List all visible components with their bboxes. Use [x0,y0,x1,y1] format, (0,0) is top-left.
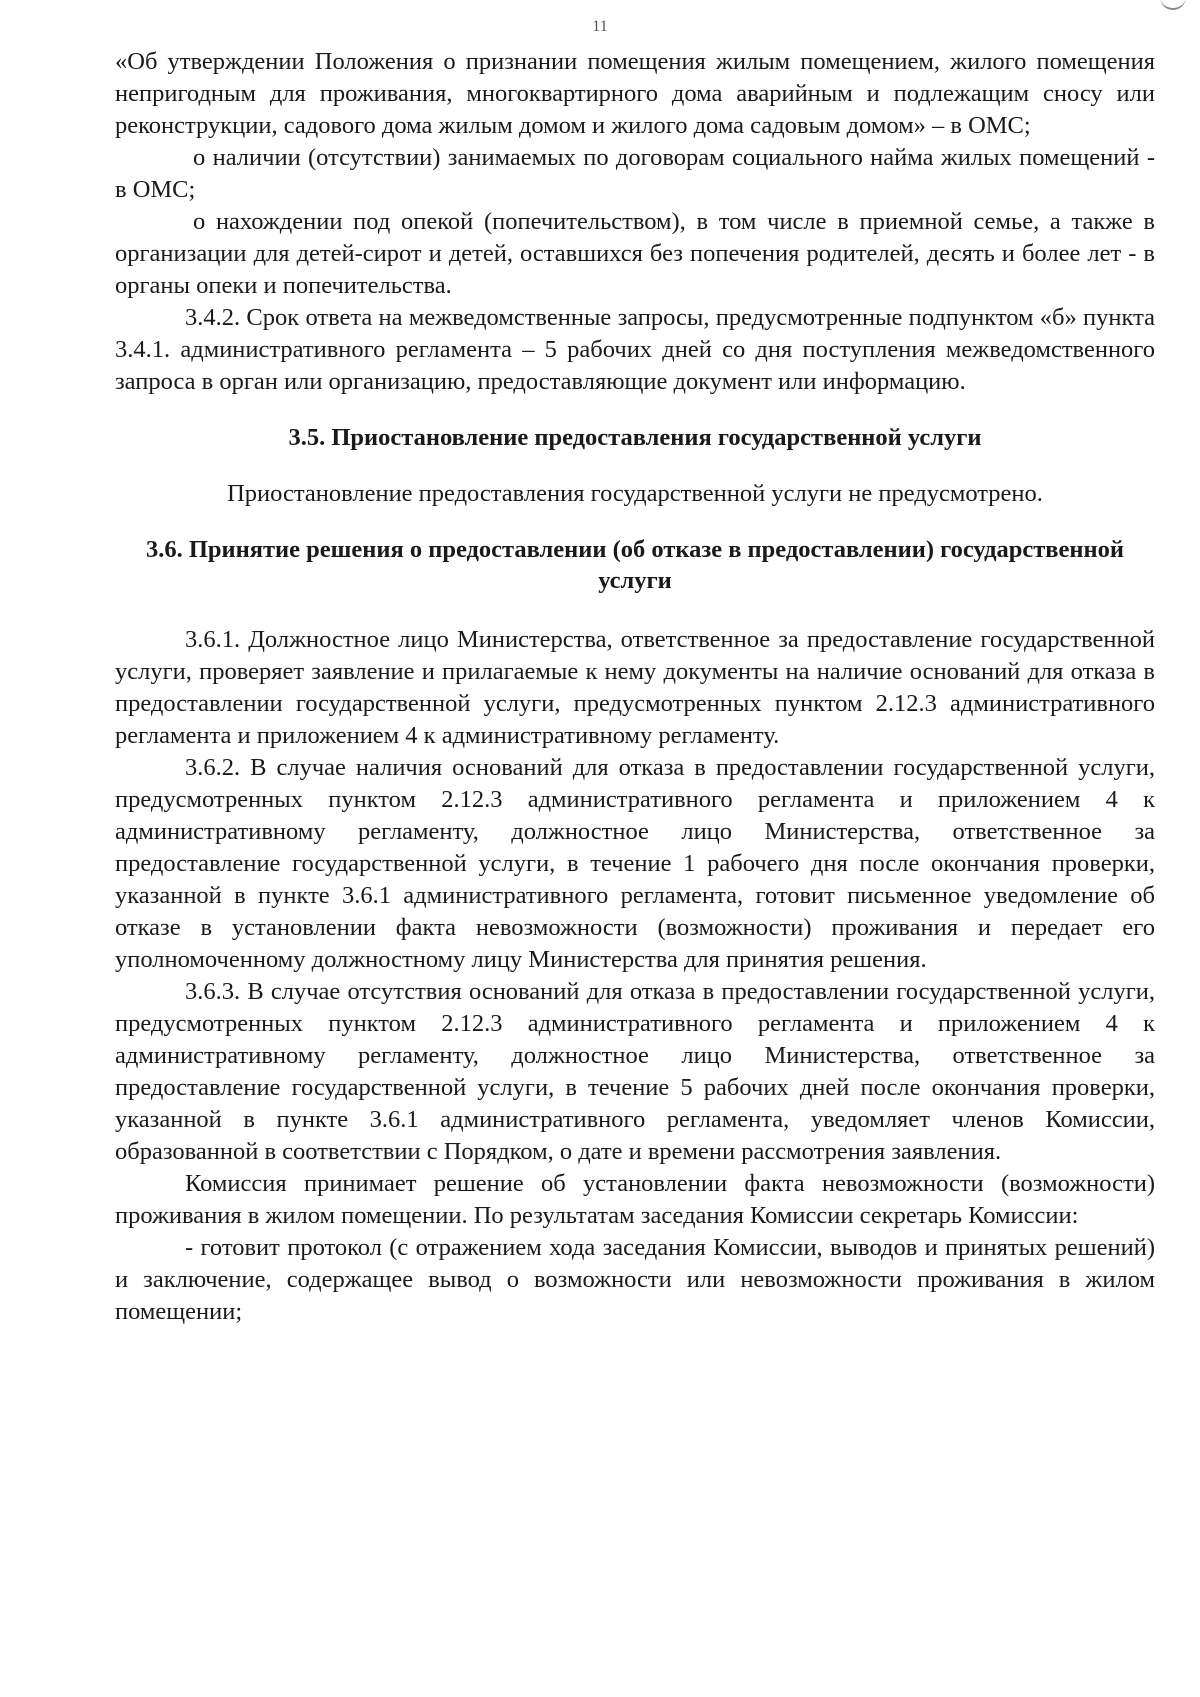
section-heading-3-5: 3.5. Приостановление предоставления государственной услуги [288,424,982,451]
scan-corner-mark [1160,0,1186,10]
page-number: 11 [592,18,608,35]
paragraph-3-6-3: 3.6.3. В случае отсутствия оснований для отказа в предоставлении государственной услуги, предусмотренных пунктом 2.12.3 административного регламента и приложением 4 к административному регламенту, должностное лицо Министерства, ответственное за предоставление государственной услуги, в течение 5 рабочих дней после окончания проверки, указанной в пункте 3.6.1 административного регламента, уведомляет членов Комиссии, образованной в соответствии с Порядком, о дате и времени рассмотрения заявления. [115,978,1155,1165]
paragraph-social-housing: о наличии (отсутствии) занимаемых по договорам социального найма жилых помещений - в ОМС; [115,144,1155,203]
paragraph-3-4-2: 3.4.2. Срок ответа на межведомственные запросы, предусмотренные подпунктом «б» пункта 3.4.1. административного регламента – 5 рабочих дней со дня поступления межведомственного запроса в орган или организацию, предоставляющие документ или информацию. [115,304,1155,395]
paragraph-3-6-1: 3.6.1. Должностное лицо Министерства, ответственное за предоставление государственной услуги, проверяет заявление и прилагаемые к нему документы на наличие оснований для отказа в предоставлении государственной услуги, предусмотренных пунктом 2.12.3 административного регламента и приложением 4 к административному регламенту. [115,626,1155,749]
paragraph-guardianship: о нахождении под опекой (попечительством), в том числе в приемной семье, а также в организации для детей-сирот и детей, оставшихся без попечения родителей, десять и более лет - в органы опеки и попечительства. [115,208,1155,299]
paragraph-bullet-protocol: - готовит протокол (с отражением хода заседания Комиссии, выводов и принятых решений) и заключение, содержащее вывод о возможности или невозможности проживания в жилом помещении; [115,1234,1155,1325]
paragraph-3-5-text: Приостановление предоставления государственной услуги не предусмотрено. [227,480,1043,507]
section-heading-3-6: 3.6. Принятие решения о предоставлении (об отказе в предоставлении) государственной услуги [145,536,1125,594]
paragraph-3-6-2: 3.6.2. В случае наличия оснований для отказа в предоставлении государственной услуги, предусмотренных пунктом 2.12.3 административного регламента и приложением 4 к административному регламенту, должностное лицо Министерства, ответственное за предоставление государственной услуги, в течение 1 рабочего дня после окончания проверки, указанной в пункте 3.6.1 административного регламента, готовит письменное уведомление об отказе в установлении факта невозможности (возможности) проживания и передает его уполномоченному должностному лицу Министерства для принятия решения. [115,754,1155,973]
paragraph-commission: Комиссия принимает решение об установлении факта невозможности (возможности) проживания в жилом помещении. По результатам заседания Комиссии секретарь Комиссии: [115,1170,1155,1229]
paragraph-oms-decree: «Об утверждении Положения о признании помещения жилым помещением, жилого помещения непригодным для проживания, многоквартирного дома аварийным и подлежащим сносу или реконструкции, садового дома жилым домом и жилого дома садовым домом» – в ОМС; [115,48,1155,139]
document-body [115,46,1155,1328]
